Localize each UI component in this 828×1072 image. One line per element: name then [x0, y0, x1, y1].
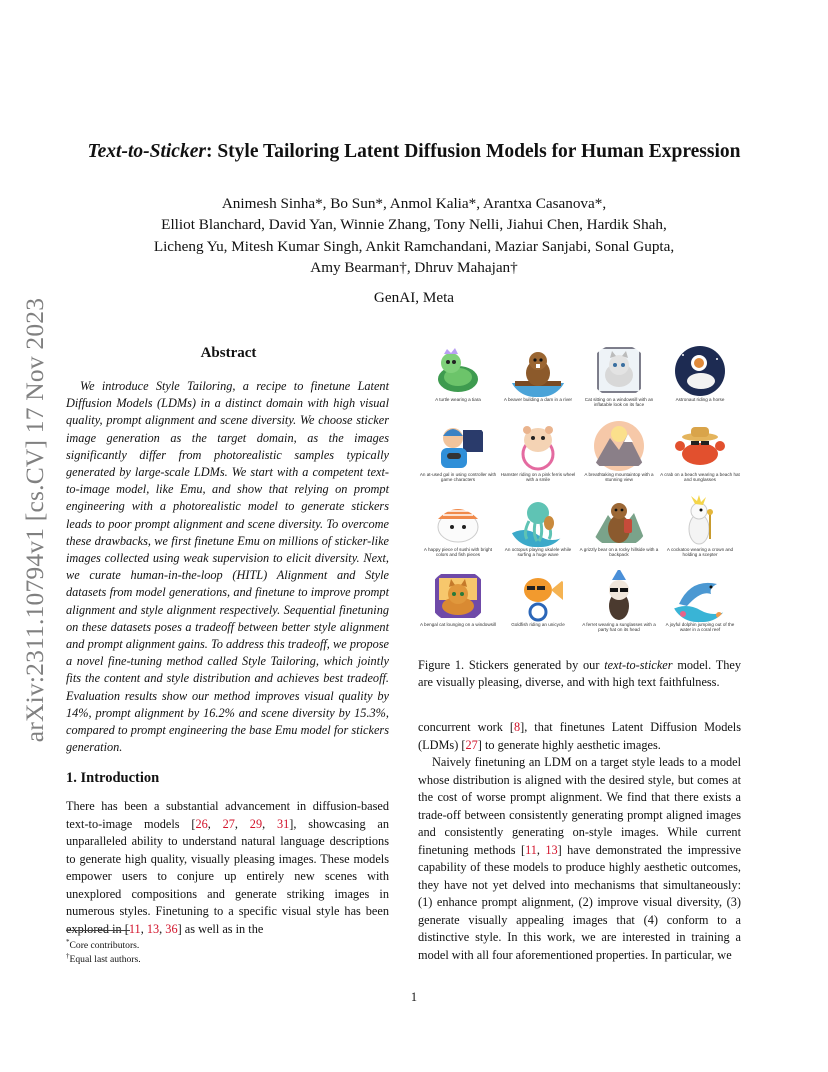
bear-backpack-icon: [590, 495, 648, 547]
footnote-rule: [66, 930, 130, 931]
figure-caption: Figure 1. Stickers generated by our text-to-sticker model. They are visually pleasing, diverse, and with high text faithfulness.: [418, 658, 741, 690]
citation-link[interactable]: 11: [525, 842, 537, 857]
citation-link[interactable]: 27: [222, 816, 235, 831]
author-line: Animesh Sinha*, Bo Sun*, Anmol Kalia*, Arantxa Casanova*,: [221, 195, 607, 212]
section-heading-introduction: 1. Introduction: [66, 770, 160, 786]
affiliation: GenAI, Meta: [373, 289, 455, 306]
intro-paragraph: There has been a substantial advancement in diffusion-based text-to-image models [26, 27, 29, 31], showcasing an unparalleled ability to understand natural language descriptions to generate high quality, visually pleasing images. These models empower users to conjure up entirely new scenes with unexplored compositions and generate striking images in numerous styles. Finetuning to a specific visual style has been explored in [11, 13, 36] as well as in the: [66, 799, 390, 936]
sticker-cell: [660, 345, 740, 419]
sticker-caption: Hamster riding on a pink ferris wheel with a smile: [500, 472, 576, 483]
gamer-icon: [429, 420, 487, 472]
sticker-caption: Cat sitting on a windowsill with an inflatable look on its face: [584, 397, 654, 408]
sticker-cell: [660, 495, 740, 569]
paper-title: [60, 141, 768, 163]
hamster-wheel-icon: [509, 420, 567, 472]
sticker-cell: [579, 495, 659, 569]
sticker-cell: [418, 345, 498, 419]
goldfish-icon: [509, 570, 567, 622]
beaver-dam-icon: [509, 345, 567, 397]
sticker-caption: A cockatoo wearing a crown and holding a scepter: [666, 547, 734, 558]
citation-link[interactable]: 13: [545, 842, 558, 857]
footnote-equal: †Equal last authors.: [66, 952, 141, 966]
sticker-cell: [579, 420, 659, 494]
sticker-caption: A bengal cat lounging on a windowsill: [419, 622, 497, 627]
paragraph: Naively finetuning an LDM on a target style leads to a model whose distribution is aligned with the desired style, but comes at the cost of worse prompt alignment. We find that there exists a trade-off between consistently generating prompt aligned images and consistently generating on-style images. While current finetuning methods [11, 13] have demonstrated the impressive capability of these models to produce highly aesthetic outcomes, they have not yet delved into mechanisms that simultaneously: (1) enhance prompt alignment, (2) improve visual diversity, (3) generate visually appealing images that (4) conform to a distinctive style. In this work, we are interested in training a model with all four aforementioned properties. In particular, we: [418, 755, 741, 962]
sticker-cell: [418, 495, 498, 569]
paragraph: concurrent work [8], that finetunes Latent Diffusion Models (LDMs) [27] to generate highly aesthetic images.: [418, 720, 742, 752]
citation-link[interactable]: 29: [249, 816, 263, 831]
dolphin-icon: [671, 570, 729, 622]
citation-link[interactable]: 13: [146, 921, 160, 936]
abstract-heading: Abstract: [200, 345, 257, 361]
turtle-tiara-icon: [429, 345, 487, 397]
sticker-caption: A beaver building a dam in a river: [503, 397, 573, 402]
title-italic: Text-to-Sticker: [87, 141, 206, 162]
citation-link[interactable]: 11: [128, 921, 141, 936]
sticker-caption: Astronaut riding a horse: [675, 397, 725, 402]
sushi-icon: [429, 495, 487, 547]
footnote-core: *Core contributors.: [66, 938, 140, 952]
bengal-cat-icon: [429, 570, 487, 622]
author-line: Amy Bearman†, Dhruv Mahajan†: [310, 258, 518, 276]
author-list: [100, 193, 728, 278]
astronaut-horse-icon: [671, 345, 729, 397]
sticker-caption: A crab on a beach wearing a beach hat and sunglasses: [660, 472, 740, 483]
sticker-cell: [579, 570, 659, 644]
sticker-caption: An octopus playing ukulele while surfing a huge wave: [504, 547, 572, 558]
sticker-cell: [498, 570, 578, 644]
cat-window-icon: [590, 345, 648, 397]
citation-link[interactable]: 8: [513, 720, 521, 734]
arxiv-stamp-text: arXiv:2311.10794v1 [cs.CV] 17 Nov 2023: [20, 297, 49, 743]
sticker-caption: Goldfish riding an unicycle: [511, 622, 565, 627]
citation-link[interactable]: 36: [165, 921, 178, 936]
citation-link[interactable]: 26: [195, 816, 208, 831]
citation-link[interactable]: 31: [276, 816, 290, 831]
right-column-body: [418, 719, 741, 964]
cockatoo-icon: [671, 495, 729, 547]
sticker-caption: A joyful dolphin jumping out of the water in a coral reef: [665, 622, 735, 633]
sticker-cell: [660, 420, 740, 494]
sticker-caption: A breathtaking mountaintop with a stunning view: [584, 472, 654, 483]
crab-hat-icon: [671, 420, 729, 472]
sticker-caption: A happy piece of sushi with bright colors and fish pieces: [423, 547, 493, 558]
abstract-text: We introduce Style Tailoring, a recipe to finetune Latent Diffusion Models (LDMs) in a distinct domain with high visual quality, prompt alignment and scene diversity. We choose sticker image generation as the target domain, as the images significantly differ from photorealistic samples typically generated by large-scale LDMs. We start with a competent text-to-image model, like Emu, and show that relying on prompt engineering with a photorealistic model to generate stickers leads to poor prompt alignment and scene diversity. To overcome these drawbacks, we first finetune Emu on millions of sticker-like images collected using weak supervision to elicit diversity. Next, we curate human-in-the-loop (HITL) Alignment and Style datasets from model generations, and finetune to improve prompt alignment and style alignment respectively. Sequential finetuning on these datasets poses a tradeoff between better style alignment and prompt alignment gains. To address this tradeoff, we propose a novel fine-tuning method called Style Tailoring, which jointly fits the content and style distribution and achieves best tradeoff. Evaluation results show our method improves visual quality by 14%, prompt alignment by 16.2% and scene diversity by 15.3%, compared to prompt engineering the base Emu model for stickers generation.: [66, 379, 389, 755]
sticker-cell: [660, 570, 740, 644]
sticker-caption: A ferret wearing a sunglasses with a party hat on its head: [582, 622, 656, 633]
sticker-caption: An at-used gal in using controller with game characters: [419, 472, 497, 483]
title-rest: : Style Tailoring Latent Diffusion Models for Human Expression: [205, 141, 741, 162]
author-line: Elliot Blanchard, David Yan, Winnie Zhang, Tony Nelli, Jiahui Chen, Hardik Shah,: [161, 216, 667, 234]
sticker-caption: A grizzly bear on a rocky hillside with a backpack: [579, 547, 659, 558]
arxiv-stamp: [20, 280, 50, 760]
sticker-cell: [418, 570, 498, 644]
author-line: Licheng Yu, Mitesh Kumar Singh, Ankit Ramchandani, Maziar Sanjabi, Sonal Gupta,: [153, 237, 675, 255]
page-number: 1: [410, 990, 418, 1004]
sticker-cell: [498, 345, 578, 419]
mountain-icon: [590, 420, 648, 472]
sticker-cell: [498, 420, 578, 494]
sticker-cell: [418, 420, 498, 494]
octopus-icon: [509, 495, 567, 547]
sticker-cell: [579, 345, 659, 419]
sticker-caption: A turtle wearing a tiara: [435, 397, 481, 402]
sticker-cell: [498, 495, 578, 569]
citation-link[interactable]: 27: [465, 737, 478, 752]
ferret-icon: [590, 570, 648, 622]
figure-sticker-grid: [418, 345, 740, 643]
